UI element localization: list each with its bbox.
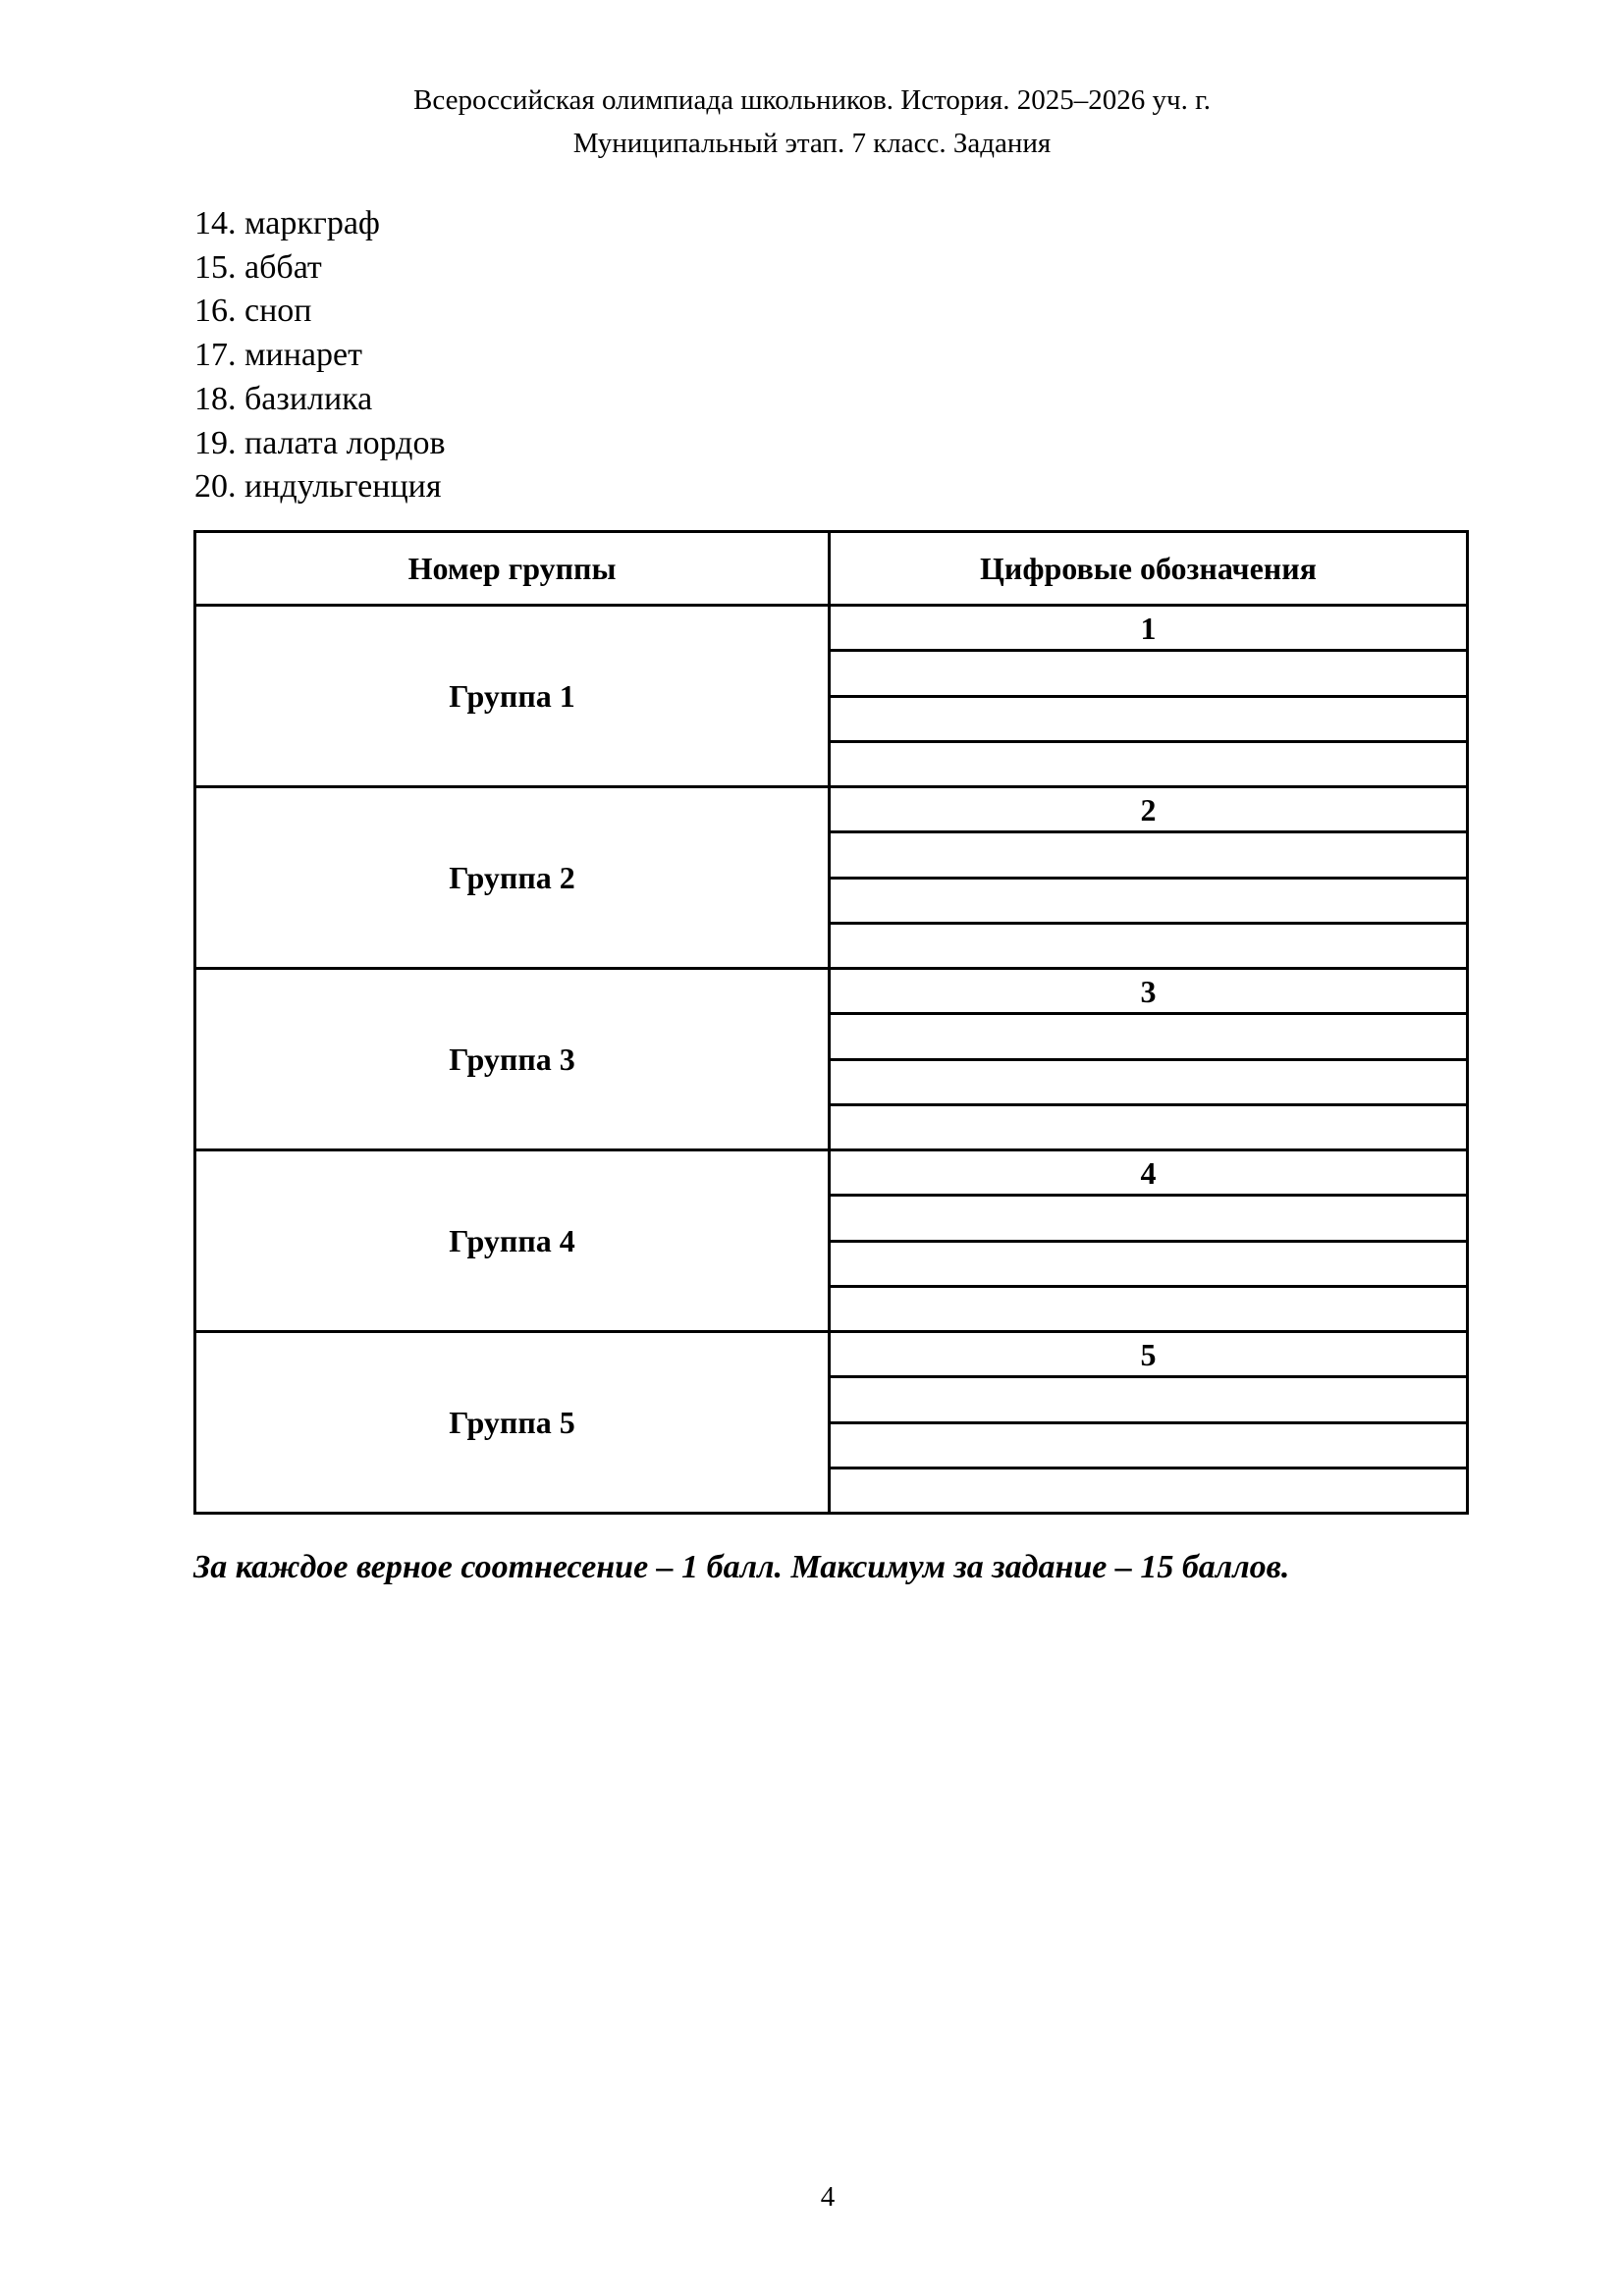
- answer-cell[interactable]: [830, 1241, 1468, 1286]
- answer-cell[interactable]: [830, 1377, 1468, 1422]
- column-header-digits: Цифровые обозначения: [830, 532, 1468, 606]
- list-item: 16. сноп: [194, 293, 312, 330]
- answer-cell[interactable]: [830, 1286, 1468, 1331]
- answer-cell[interactable]: [830, 1468, 1468, 1513]
- group-number-cell[interactable]: 3: [830, 969, 1468, 1014]
- list-item: 17. минарет: [194, 337, 362, 374]
- table-row: [195, 606, 1468, 651]
- answer-cell[interactable]: [830, 1422, 1468, 1468]
- terms-list: [194, 202, 446, 509]
- group-label: Группа 2: [195, 787, 830, 969]
- table-header-row: [195, 532, 1468, 606]
- answer-cell[interactable]: [830, 696, 1468, 741]
- table-row: [195, 787, 1468, 832]
- answer-cell[interactable]: [830, 832, 1468, 878]
- answer-cell[interactable]: [830, 1104, 1468, 1149]
- list-item: 15. аббат: [194, 248, 322, 286]
- header-line-2: Муниципальный этап. 7 класс. Задания: [572, 128, 1052, 159]
- group-label: Группа 4: [195, 1150, 830, 1332]
- answer-cell[interactable]: [830, 923, 1468, 968]
- group-label: Группа 5: [195, 1332, 830, 1514]
- column-header-group: Номер группы: [195, 532, 830, 606]
- scoring-note: За каждое верное соотнесение – 1 балл. Максимум за задание – 15 баллов.: [193, 1549, 1290, 1585]
- answer-cell[interactable]: [830, 1196, 1468, 1241]
- header-line-1: Всероссийская олимпиада школьников. История. 2025–2026 уч. г.: [413, 84, 1211, 116]
- answer-cell[interactable]: [830, 878, 1468, 923]
- group-label: Группа 3: [195, 969, 830, 1150]
- list-item: 18. базилика: [194, 380, 373, 417]
- answer-cell[interactable]: [830, 741, 1468, 786]
- group-number-cell[interactable]: 4: [830, 1150, 1468, 1196]
- list-item: 19. палата лордов: [194, 424, 446, 461]
- table-row: [195, 1150, 1468, 1196]
- group-label: Группа 1: [195, 606, 830, 787]
- page-number: 4: [820, 2181, 836, 2213]
- group-number-cell[interactable]: 5: [830, 1332, 1468, 1377]
- answer-table: [193, 530, 1469, 1515]
- answer-cell[interactable]: [830, 651, 1468, 696]
- group-number-cell[interactable]: 1: [830, 606, 1468, 651]
- page-header: [0, 79, 1624, 165]
- table-row: [195, 969, 1468, 1014]
- answer-cell[interactable]: [830, 1059, 1468, 1104]
- list-item: 14. маркграф: [194, 205, 380, 241]
- table-row: [195, 1332, 1468, 1377]
- group-number-cell[interactable]: 2: [830, 787, 1468, 832]
- answer-cell[interactable]: [830, 1014, 1468, 1059]
- list-item: 20. индульгенция: [194, 468, 442, 506]
